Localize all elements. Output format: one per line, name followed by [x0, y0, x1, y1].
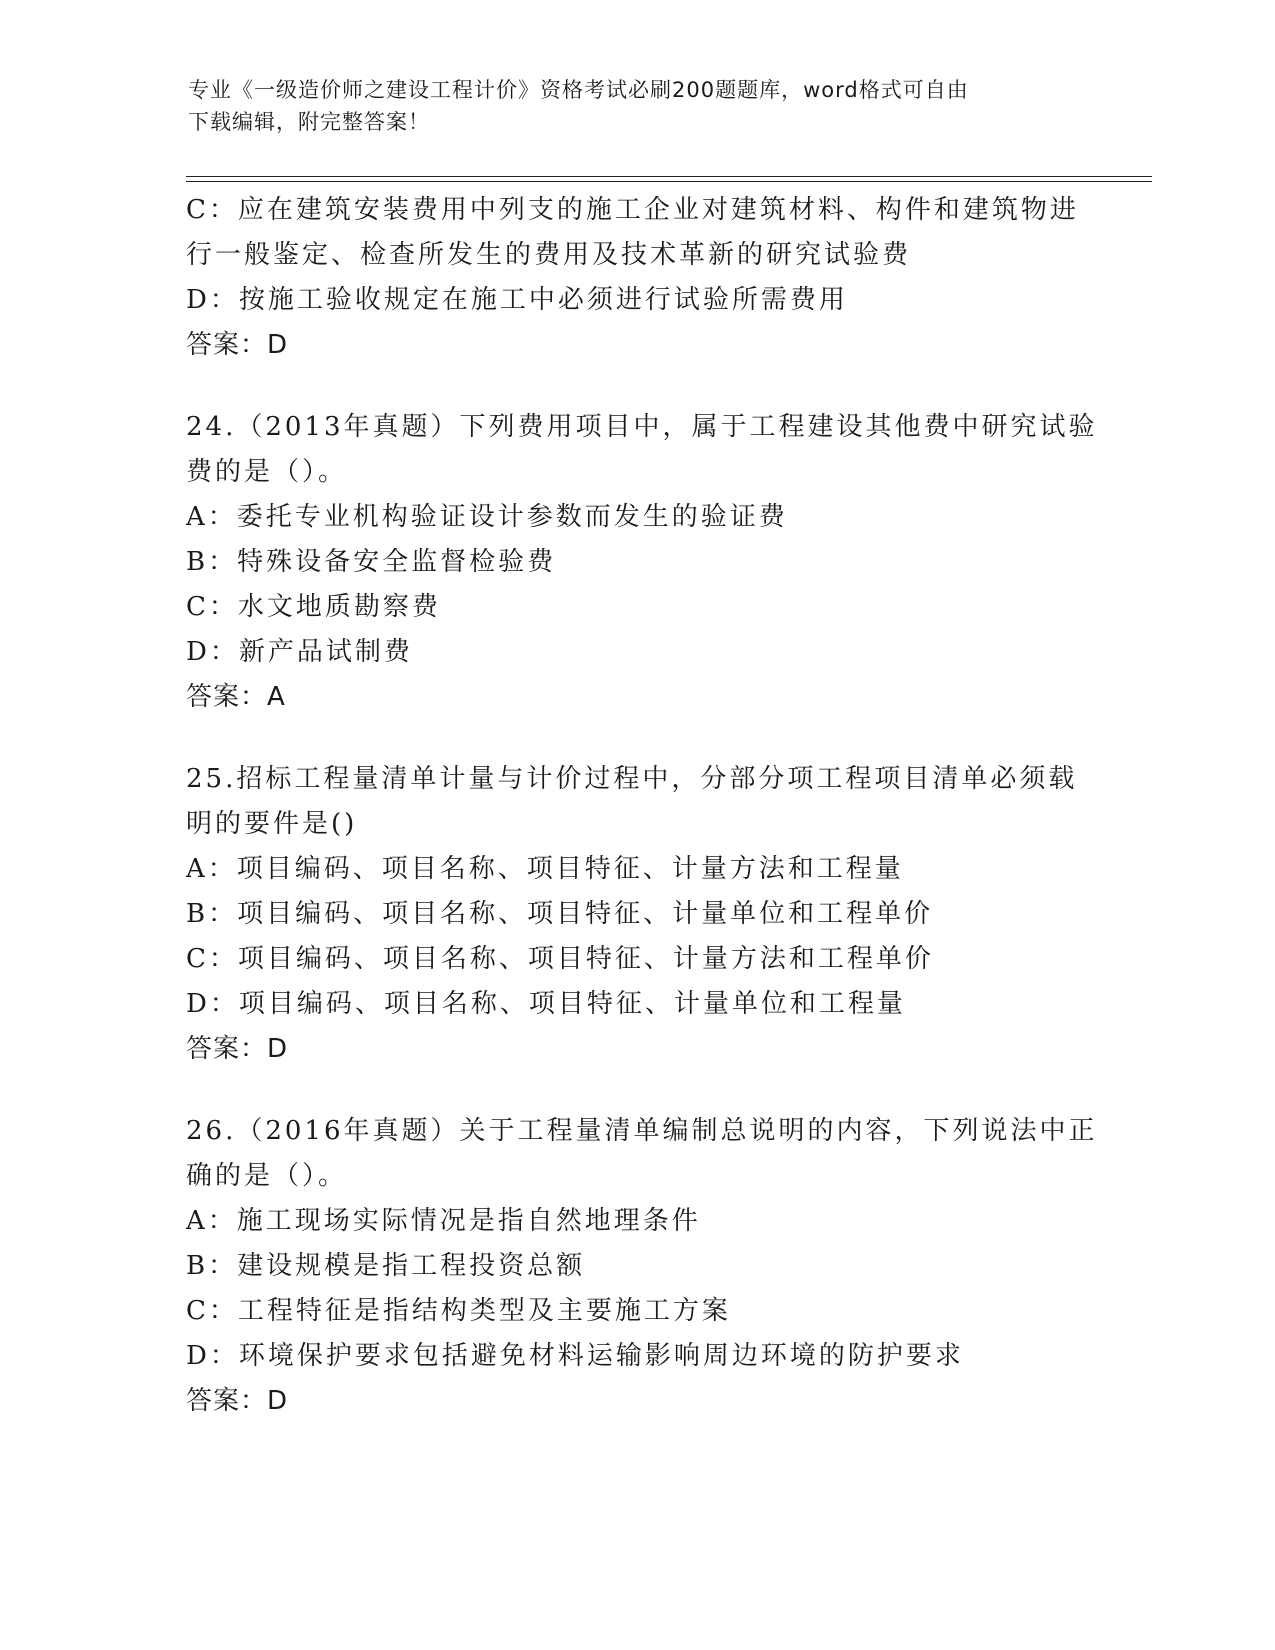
spacer — [186, 720, 1086, 757]
header-double-rule — [186, 176, 1152, 182]
option-a: A：施工现场实际情况是指自然地理条件 — [186, 1206, 701, 1236]
continued-question — [186, 188, 1086, 368]
question-stem-line-1: 26.（2016年真题）关于工程量清单编制总说明的内容，下列说法中正 — [186, 1116, 1098, 1146]
option-c-line-2: 行一般鉴定、检查所发生的费用及技术革新的研究试验费 — [186, 240, 912, 270]
option-c: C：工程特征是指结构类型及主要施工方案 — [186, 1296, 731, 1326]
spacer — [186, 368, 1086, 405]
option-a: A：项目编码、项目名称、项目特征、计量方法和工程量 — [186, 854, 904, 884]
spacer — [186, 1072, 1086, 1109]
option-b: B：建设规模是指工程投资总额 — [186, 1251, 586, 1281]
answer: 答案：D — [186, 330, 289, 360]
question-26 — [186, 1109, 1098, 1424]
header-line-1: 专业《一级造价师之建设工程计价》资格考试必刷200题题库，word格式可自由 — [188, 78, 969, 102]
option-d: D：新产品试制费 — [186, 637, 413, 667]
option-c: C：项目编码、项目名称、项目特征、计量方法和工程单价 — [186, 944, 934, 974]
option-d: D：按施工验收规定在施工中必须进行试验所需费用 — [186, 285, 848, 315]
question-25 — [186, 757, 1086, 1072]
answer: 答案：D — [186, 1034, 289, 1064]
document-body — [186, 188, 1098, 1424]
question-24 — [186, 405, 1098, 720]
question-stem-line-2: 明的要件是() — [186, 809, 358, 839]
option-c: C：水文地质勘察费 — [186, 592, 441, 622]
option-b: B：项目编码、项目名称、项目特征、计量单位和工程单价 — [186, 899, 934, 929]
question-stem-line-1: 24.（2013年真题）下列费用项目中，属于工程建设其他费中研究试验 — [186, 412, 1098, 442]
question-stem-line-1: 25.招标工程量清单计量与计价过程中，分部分项工程项目清单必须载 — [186, 764, 1078, 794]
header-line-2: 下载编辑，附完整答案！ — [188, 110, 430, 134]
option-d: D：环境保护要求包括避免材料运输影响周边环境的防护要求 — [186, 1341, 964, 1371]
option-a: A：委托专业机构验证设计参数而发生的验证费 — [186, 502, 788, 532]
option-d: D：项目编码、项目名称、项目特征、计量单位和工程量 — [186, 989, 906, 1019]
question-stem-line-2: 费的是（）。 — [186, 457, 348, 487]
answer: 答案：A — [186, 682, 286, 712]
question-stem-line-2: 确的是（）。 — [186, 1161, 348, 1191]
answer: 答案：D — [186, 1386, 289, 1416]
page-header — [188, 74, 1088, 138]
option-c-line-1: C：应在建筑安装费用中列支的施工企业对建筑材料、构件和建筑物进 — [186, 195, 1079, 225]
option-b: B：特殊设备安全监督检验费 — [186, 547, 557, 577]
